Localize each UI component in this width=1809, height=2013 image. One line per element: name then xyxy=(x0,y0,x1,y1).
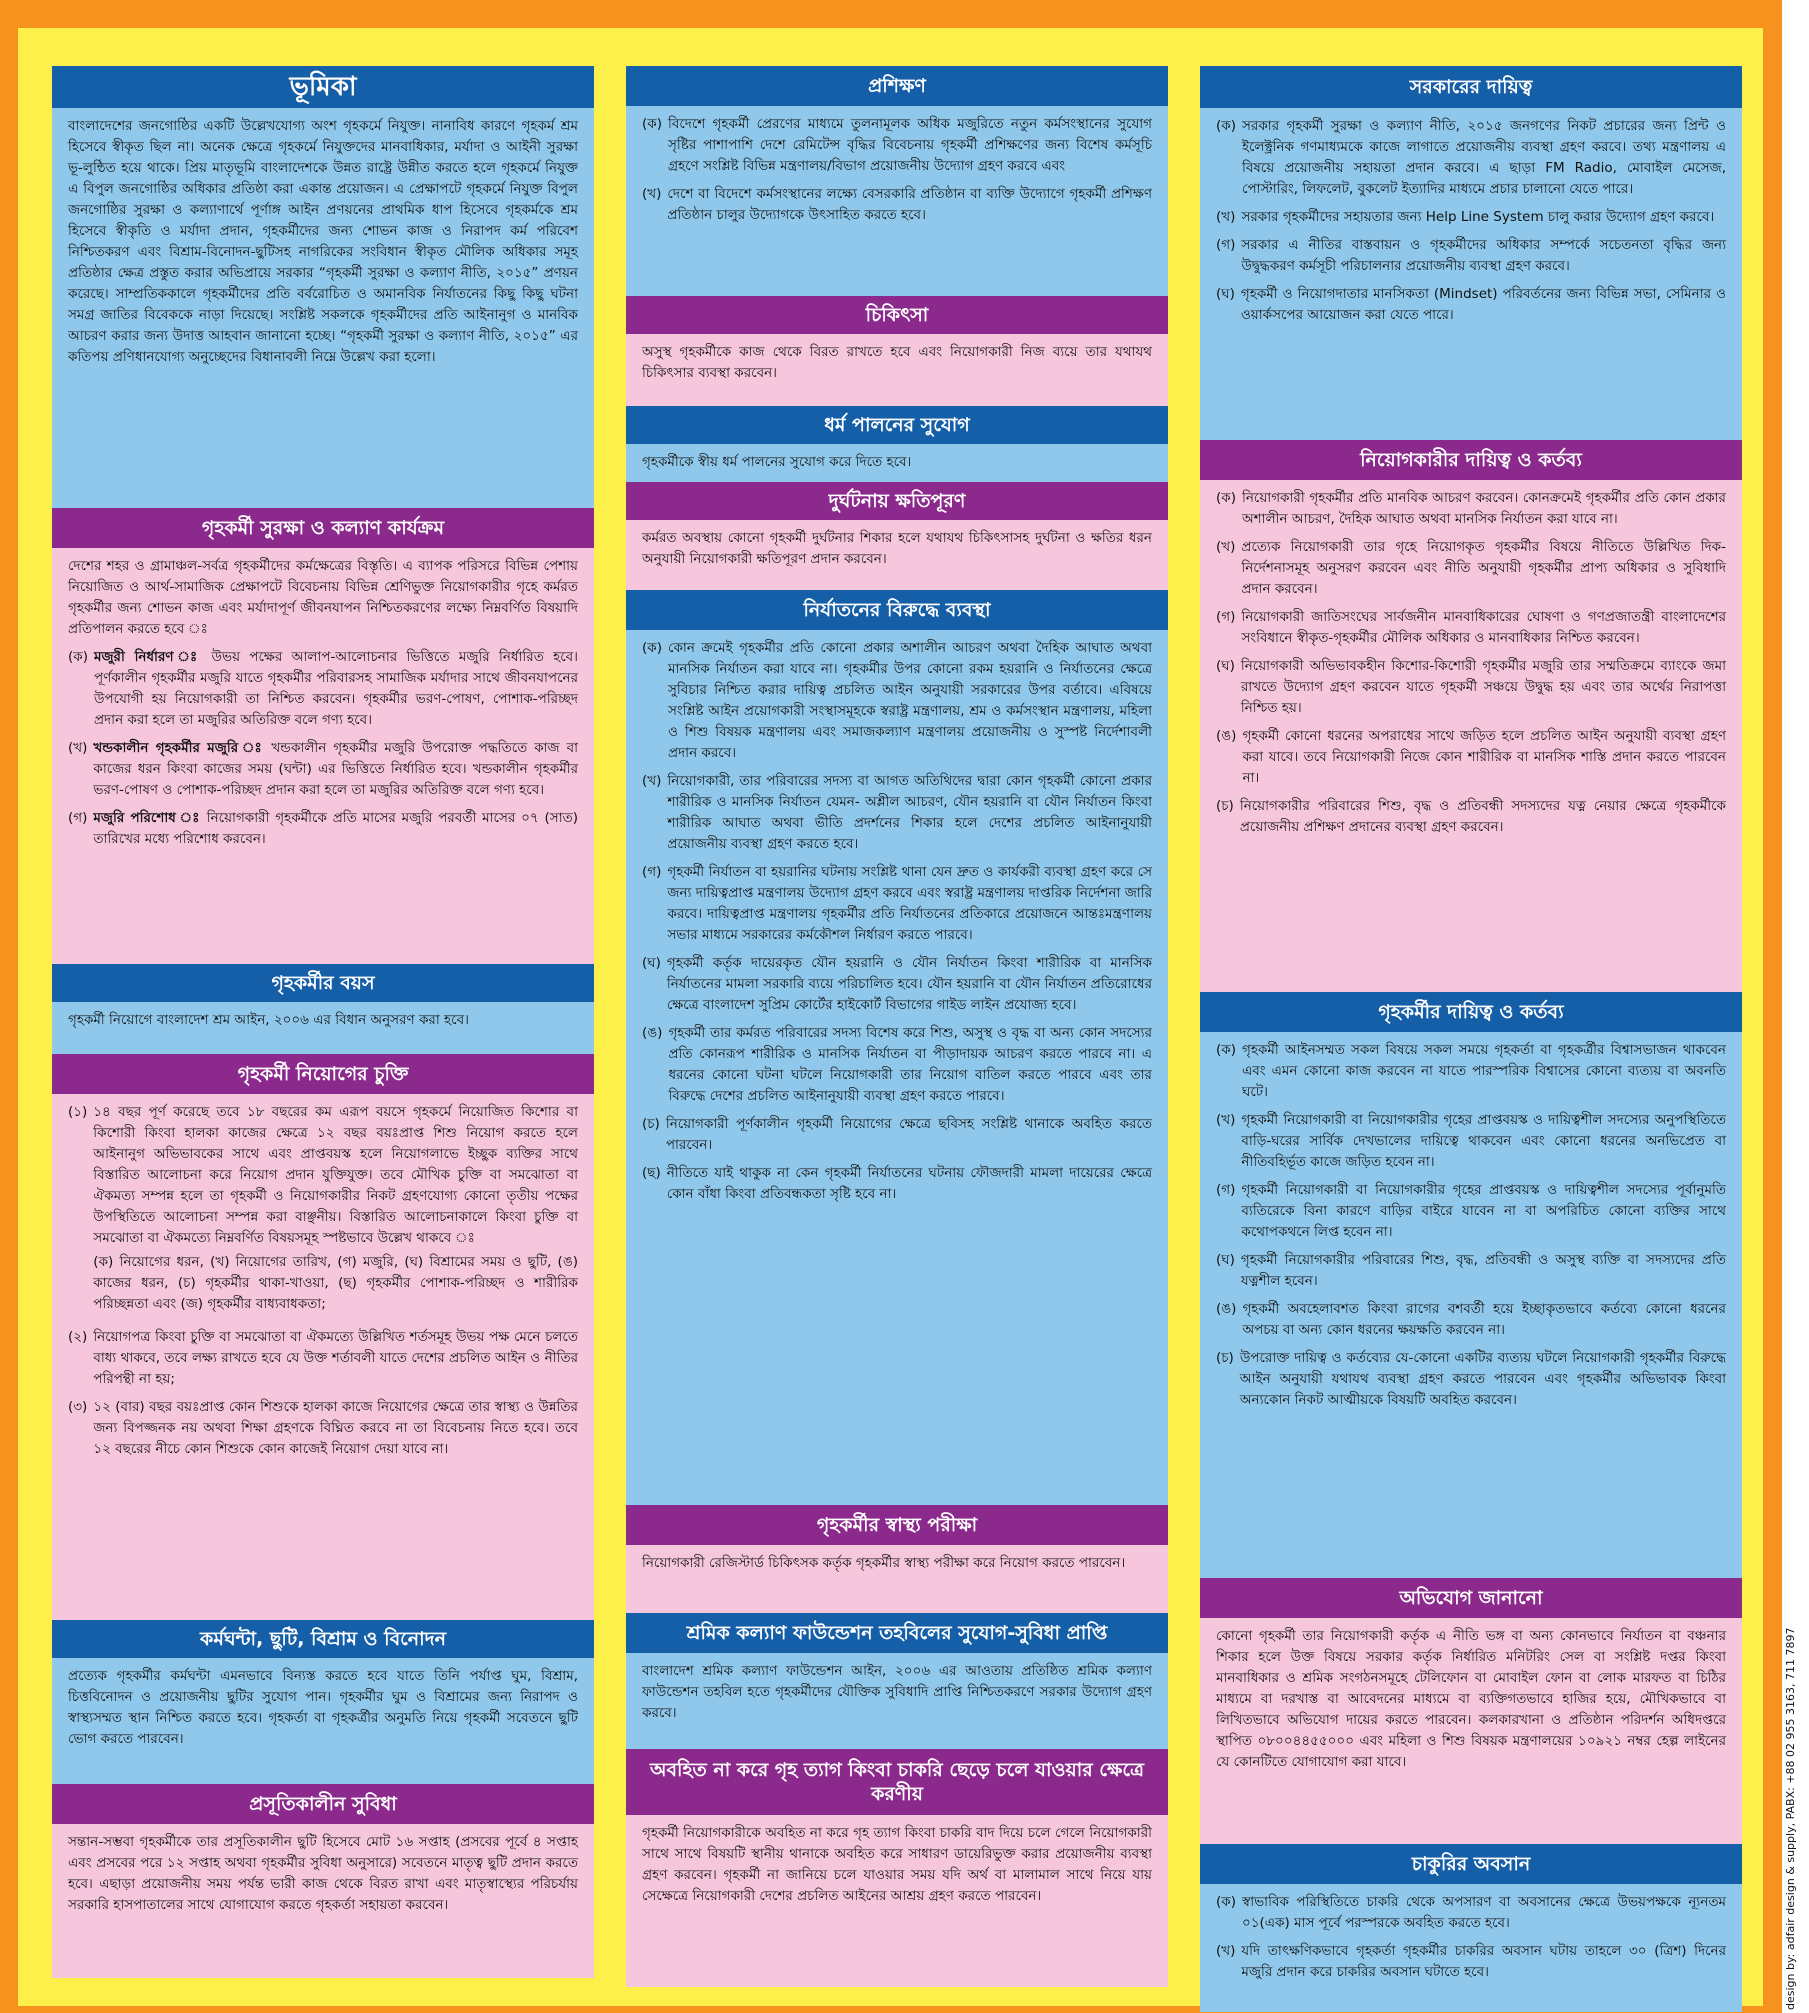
list-item: (ঘ) গৃহকর্মী কর্তৃক দায়েরকৃত যৌন হয়রানি ও যৌন নির্যাতন কিংবা শারীরিক বা মানসিক নির্যাতনের মামলা সরকারি ব্যয়ে পরিচালিত হবে। যৌন হয়রানি বা যৌন নির্যাতন প্রতিরোধের ক্ষেত্রে বাংলাদেশ সুপ্রিম কোর্টের হাইকোর্ট বিভাগের গাইড লাইন প্রযোজ্য হবে। xyxy=(642,955,1152,1013)
section-title: গৃহকর্মীর দায়িত্ব ও কর্তব্য xyxy=(1200,992,1742,1032)
section-body: বাংলাদেশ শ্রমিক কল্যাণ ফাউন্ডেশন আইন, ২০০৬ এর আওতায় প্রতিষ্ঠিত শ্রমিক কল্যাণ ফাউন্ডেশন তহবিল হতে গৃহকর্মীদের যৌক্তিক সুবিধাদি প্রাপ্তি নিশ্চিতকরণে সরকার উদ্যোগ গ্রহণ করবে। xyxy=(626,1653,1168,1749)
section-body: বাংলাদেশের জনগোষ্ঠির একটি উল্লেখযোগ্য অংশ গৃহকর্মে নিযুক্ত। নানাবিধ কারণে গৃহকর্ম শ্রম হিসেবে স্বীকৃত ছিল না। অনেক ক্ষেত্রে গৃহকর্মে নিযুক্তদের মানবাধিকার, মর্যাদা ও আইনী সুরক্ষা ভূ-লুন্ঠিত হয়ে থাকে। প্রিয় মাতৃভূমি বাংলাদেশকে উন্নত রাষ্ট্রে উন্নীত করতে হলে গৃহকর্মে নিযুক্ত এ বিপুল জনগোষ্ঠির অধিকার প্রতিষ্ঠা করা একান্ত প্রয়োজন। এ প্রেক্ষাপটে গৃহকর্মে নিযুক্ত বিপুল জনগোষ্ঠির সুরক্ষা ও কল্যাণার্থে পূর্ণাঙ্গ আইন প্রণয়নের প্রাথমিক ধাপ হিসেবে গৃহকর্মকে শ্রম হিসেবে স্বীকৃতি ও মর্যাদা প্রদান, গৃহকর্মীদের জন্য শোভন কাজ ও নিরাপদ কর্ম পরিবেশ নিশ্চিতকরণ এবং বিশ্রাম-বিনোদন-ছুটিসহ নাগরিকের সংবিধান স্বীকৃত মৌলিক অধিকার সমূহ প্রতিষ্ঠার ক্ষেত্র প্রস্তুত করার অভিপ্রায়ে সরকার “গৃহকর্মী সুরক্ষা ও কল্যাণ নীতি, ২০১৫” প্রণয়ন করেছে। সাম্প্রতিককালে গৃহকর্মীদের প্রতি বর্বরোচিত ও অমানবিক নির্যাতনের কিছু কিছু ঘটনা সমগ্র জাতির বিবেককে নাড়া দিয়েছে। সংশ্লিষ্ট সকলকে গৃহকর্মীদের প্রতি আইনানুগ ও মানবিক আচরণ করার জন্য উদাত্ত আহবান জানানো হচ্ছে। “গৃহকর্মী সুরক্ষা ও কল্যাণ নীতি, ২০১৫” এর কতিপয় প্রণিধানযোগ্য অনুচ্ছেদের বিধানাবলী নিম্নে উল্লেখ করা হলো। xyxy=(52,108,594,508)
list-item: (ক) সরকার গৃহকর্মী সুরক্ষা ও কল্যাণ নীতি, ২০১৫ জনগণের নিকট প্রচারের জন্য প্রিন্ট ও ইলেক্ট্রনিক গণমাধ্যমকে কাজে লাগাতে প্রয়োজনীয় ব্যবস্থা গ্রহণ করবে। তথ্য মন্ত্রণালয় এ বিষয়ে প্রয়োজনীয় সহায়তা প্রদান করবে। এ ছাড়া FM Radio, মোবাইল মেসেজ, পোস্টারিং, লিফলেট, বুকলেট ইত্যাদির মাধ্যমে প্রচার চালানো যেতে পারে। xyxy=(1216,118,1726,197)
section-title: প্রসূতিকালীন সুবিধা xyxy=(52,1784,594,1824)
section-body: কোনো গৃহকর্মী তার নিয়োগকারী কর্তৃক এ নীতি ভঙ্গ বা অন্য কোনভাবে নির্যাতন বা বঞ্চনার শিকার হলে উক্ত বিষয়ে সরকার কর্তৃক নির্ধারিত মনিটরিং সেল বা সংশ্লিষ্ট দপ্তর কিংবা মানবাধিকার ও শ্রমিক সংগঠনসমূহে টেলিফোন বা মোবাইল ফোন বা লোক মারফত বা চিঠির মাধ্যমে বা দরখাস্ত বা আবেদনের মাধ্যমে বা ব্যক্তিগতভাবে হাজির হয়ে, মৌখিকভাবে বা লিখিতভাবে অভিযোগ দায়ের করতে পারবেন। কলকারখানা ও প্রতিষ্ঠান পরিদর্শন অধিদপ্তরে স্থাপিত ০৮০০৪৪৫৫০০০ এবং মহিলা ও শিশু বিষয়ক মন্ত্রণালয়ের ১০৯২১ নম্বর হেল্প লাইনের যে কোনটিতে যোগাযোগ করা যাবে। xyxy=(1200,1618,1742,1844)
section-body: কর্মরত অবস্থায় কোনো গৃহকর্মী দুর্ঘটনার শিকার হলে যথাযথ চিকিৎসাসহ দুর্ঘটনা ও ক্ষতির ধরন অনুযায়ী নিয়োগকারী ক্ষতিপূরণ প্রদান করবেন। xyxy=(626,520,1168,590)
section-title: কর্মঘন্টা, ছুটি, বিশ্রাম ও বিনোদন xyxy=(52,1620,594,1658)
list-item: (খ) নিয়োগকারী, তার পরিবারের সদস্য বা আগত অতিথিদের দ্বারা কোন গৃহকর্মী কোনো প্রকার শারীরিক ও মানসিক নির্যাতন যেমন- অশ্লীল আচরণ, যৌন হয়রানি বা যৌন নির্যাতন কিংবা শারীরিক আঘাত অথবা ভীতি প্রদর্শনের শিকার হলে দেশের প্রচলিত আইনানুযায়ী প্রয়োজনীয় ব্যবস্থা গ্রহণ করতে হবে। xyxy=(642,773,1152,852)
section-body: নিয়োগকারী রেজিস্টার্ড চিকিৎসক কর্তৃক গৃহকর্মীর স্বাস্থ্য পরীক্ষা করে নিয়োগ করতে পারবেন। xyxy=(626,1545,1168,1613)
list-item: (খ) সরকার গৃহকর্মীদের সহায়তার জন্য Help Line System চালু করার উদ্যোগ গ্রহণ করবে। xyxy=(1216,209,1715,225)
section-body: গৃহকর্মীকে স্বীয় ধর্ম পালনের সুযোগ করে দিতে হবে। xyxy=(626,444,1168,482)
list-item: (ঙ) গৃহকর্মী তার কর্মরত পরিবারের সদস্য বিশেষ করে শিশু, অসুস্থ ও বৃদ্ধ বা অন্য কোন সদস্যের প্রতি কোনরূপ শারীরিক ও মানসিক নির্যাতন বা পীড়াদায়ক আচরণ করতে পারবে না। এ ধরনের কোনো ঘটনা ঘটলে নিয়োগকারী তার নিয়োগ বাতিল করতে পারবে এবং তার বিরুদ্ধে দেশের প্রচলিত আইনানুযায়ী ব্যবস্থা গ্রহণ করতে পারবে। xyxy=(642,1025,1152,1104)
list-item: (খ) দেশে বা বিদেশে কর্মসংস্থানের লক্ষ্যে বেসরকারি প্রতিষ্ঠান বা ব্যক্তি উদ্যোগে গৃহকর্মী প্রশিক্ষণ প্রতিষ্ঠান চালুর উদ্যোগকে উৎসাহিত করতে হবে। xyxy=(642,186,1152,223)
list-item: (খ) যদি তাৎক্ষণিকভাবে গৃহকর্তা গৃহকর্মীর চাকরির অবসান ঘটায় তাহলে ৩০ (ত্রিশ) দিনের মজুরি প্রদান করে চাকরির অবসান ঘটাতে হবে। xyxy=(1216,1943,1726,1980)
list-item: (খ) প্রত্যেক নিয়োগকারী তার গৃহে নিয়োগকৃত গৃহকর্মীর বিষয়ে নীতিতে উল্লিখিত দিক-নির্দেশনাসমূহ অনুসরণ করবেন এবং নীতি অনুযায়ী গৃহকর্মীর প্রাপ্য অধিকার ও সুবিধাদি প্রদান করবেন। xyxy=(1216,539,1726,597)
section-title: চিকিৎসা xyxy=(626,296,1168,334)
list-item: (ক) কোন ক্রমেই গৃহকর্মীর প্রতি কোনো প্রকার অশালীন আচরণ অথবা দৈহিক আঘাত অথবা মানসিক নির্যাতন করা যাবে না। গৃহকর্মীর উপর কোনো রকম হয়রানি ও নির্যাতনের ক্ষেত্রে সুবিচার নিশ্চিত করার দায়িত্ব প্রচলিত আইন অনুযায়ী সরকারের উপর বর্তাবে। এবিষয়ে সংশ্লিষ্ট আইন প্রয়োগকারী সংস্থাসমূহকে স্বরাষ্ট্র মন্ত্রণালয়, শ্রম ও কর্মসংস্থান মন্ত্রণালয়, মহিলা ও শিশু বিষয়ক মন্ত্রণালয় এবং সমাজকল্যাণ মন্ত্রণালয় প্রয়োজনীয় ও সুস্পষ্ট নির্দেশাবলী প্রদান করবে। xyxy=(642,640,1152,761)
section-body xyxy=(1200,480,1742,992)
list-item: (২) নিয়োগপত্র কিংবা চুক্তি বা সমঝোতা বা ঐকমত্যে উল্লিখিত শর্তসমূহ উভয় পক্ষ মেনে চলতে বাধ্য থাকবে, তবে লক্ষ্য রাখতে হবে যে উক্ত শর্তাবলী যাতে দেশের প্রচলিত আইন ও নীতির পরিপন্থী না হয়; xyxy=(68,1329,578,1387)
section-title: সরকারের দায়িত্ব xyxy=(1200,66,1742,108)
list-item: (খ) গৃহকর্মী নিয়োগকারী বা নিয়োগকারীর গৃহের প্রাপ্তবয়স্ক ও দায়িত্বশীল সদস্যের অনুপস্থিতিতে বাড়ি-ঘরের সার্বিক দেখভালের দায়িত্বে থাকবেন এবং কোনো ধরনের অনভিপ্রেত বা নীতিবহির্ভূত কাজে জড়িত হবেন না। xyxy=(1216,1112,1726,1170)
section-body xyxy=(52,1094,594,1620)
section-body xyxy=(1200,1032,1742,1578)
list-item: (ঘ) নিয়োগকারী অভিভাবকহীন কিশোর-কিশোরী গৃহকর্মীর মজুরি তার সম্মতিক্রমে ব্যাংকে জমা রাখতে উদ্যোগ গ্রহণ করবেন যাতে গৃহকর্মী সঞ্চয়ে উদ্বুদ্ধ হয় এবং তার অর্থের নিরাপত্তা নিশ্চিত হয়। xyxy=(1216,658,1726,716)
list-item: (ক) নিয়োগকারী গৃহকর্মীর প্রতি মানবিক আচরণ করবেন। কোনক্রমেই গৃহকর্মীর প্রতি কোন প্রকার অশালীন আচরণ, দৈহিক আঘাত অথবা মানসিক নির্যাতন করা যাবে না। xyxy=(1216,490,1726,527)
section-title: ধর্ম পালনের সুযোগ xyxy=(626,406,1168,444)
list-item: (৩) ১২ (বার) বছর বয়ঃপ্রাপ্ত কোন শিশুকে হালকা কাজে নিয়োগের ক্ষেত্রে তার স্বাস্থ্য ও উন্নতির জন্য বিপজ্জনক নয় অথবা শিক্ষা গ্রহণকে বিঘ্নিত করবে না তা বিবেচনায় নিতে হবে। তবে ১২ বছরের নীচে কোন শিশুকে কোন কাজেই নিয়োগ দেয়া যাবে না। xyxy=(68,1399,578,1457)
list-item: (গ) নিয়োগকারী জাতিসংঘের সার্বজনীন মানবাধিকারের ঘোষণা ও গণপ্রজাতন্ত্রী বাংলাদেশের সংবিধানে স্বীকৃত-গৃহকর্মীর মৌলিক অধিকার ও মানবাধিকার নিশ্চিত করবেন। xyxy=(1216,609,1726,646)
list-item: (ক) স্বাভাবিক পরিস্থিতিতে চাকরি থেকে অপসারণ বা অবসানের ক্ষেত্রে উভয়পক্ষকে ন্যূনতম ০১(এক) মাস পূর্বে পরস্পরকে অবহিত করতে হবে। xyxy=(1216,1894,1726,1931)
list-item: (খ) খন্ডকালীন গৃহকর্মীর মজুরি ঃ খন্ডকালীন গৃহকর্মীর মজুরি উপরোক্ত পদ্ধতিতে কাজ বা কাজের ধরন কিংবা কাজের সময় (ঘন্টা) এর ভিত্তিতে নির্ধারিত হবে। খন্ডকালীন গৃহকর্মীর ভরণ-পোষণ ও পোশাক-পরিচ্ছদ প্রদান করা হলে তা মজুরির অতিরিক্ত বলে গণ্য হবে। xyxy=(68,740,579,798)
list-item: (চ) উপরোক্ত দায়িত্ব ও কর্তব্যের যে-কোনো একটির ব্যত্যয় ঘটলে নিয়োগকারী গৃহকর্মীর বিরুদ্ধে আইন অনুযায়ী যথাযথ ব্যবস্থা গ্রহণ করতে পারবেন এবং গৃহকর্মীর অভিভাবক কিংবা অন্যকোন নিকট আত্মীয়কে বিষয়টি অবহিত করবেন। xyxy=(1216,1350,1726,1408)
section-title: প্রশিক্ষণ xyxy=(626,66,1168,106)
list-item: (ঘ) গৃহকর্মী ও নিয়োগদাতার মানসিকতা (Mindset) পরিবর্তনের জন্য বিভিন্ন সভা, সেমিনার ও ওয়ার্কসপের আয়োজন করা যেতে পারে। xyxy=(1216,286,1726,323)
section-title: অভিযোগ জানানো xyxy=(1200,1578,1742,1618)
section-body xyxy=(52,548,594,964)
list-item: (ক) মজুরী নির্ধারণ ঃ উভয় পক্ষের আলাপ-আলোচনার ভিত্তিতে মজুরি নির্ধারিত হবে। পূর্ণকালীন গৃহকর্মীর মজুরি যাতে গৃহকর্মীর পরিবারসহ সামাজিক মর্যাদার সাথে জীবনযাপনের উপযোগী হয় নিয়োগকারী তা নিশ্চিত করবেন। গৃহকর্মীর ভরণ-পোষণ, পোশাক-পরিচ্ছদ প্রদান করা হলে তা মজুরির অতিরিক্ত বলে গণ্য হবে। xyxy=(68,649,578,728)
list-item: (চ) নিয়োগকারী পূর্ণকালীন গৃহকর্মী নিয়োগের ক্ষেত্রে ছবিসহ সংশ্লিষ্ট থানাকে অবহিত করতে পারবেন। xyxy=(642,1116,1152,1153)
section-title: শ্রমিক কল্যাণ ফাউন্ডেশন তহবিলের সুযোগ-সুবিধা প্রাপ্তি xyxy=(626,1613,1168,1653)
section-title: চাকুরির অবসান xyxy=(1200,1844,1742,1884)
section-title: গৃহকর্মীর বয়স xyxy=(52,964,594,1002)
design-credit: design by: adfair design & supply, PABX: +88 02 955 3163, 711 7897 xyxy=(1784,1627,1797,2010)
list-item: (গ) মজুরি পরিশোধ ঃ নিয়োগকারী গৃহকর্মীকে প্রতি মাসের মজুরি পরবর্তী মাসের ০৭ (সাত) তারিখের মধ্যে পরিশোধ করবেন। xyxy=(68,810,579,847)
section-intro: দেশের শহর ও গ্রামাঞ্চল-সর্বত্র গৃহকর্মীদের কর্মক্ষেত্রের বিস্তৃতি। এ ব্যাপক পরিসরে বিভিন্ন পেশায় নিয়োজিত ও আর্থ-সামাজিক প্রেক্ষাপটে বিবেচনায় বিভিন্ন শ্রেণিভুক্ত নিয়োগকারীর গৃহে কর্মরত গৃহকর্মীর জন্য শোভন কাজ এবং মর্যাদাপূর্ণ জীবনযাপন নিশ্চিতকরণের লক্ষ্যে নিম্নবর্ণিত বিষয়াদি প্রতিপালন করতে হবে ঃ xyxy=(68,558,578,637)
section-title: নির্যাতনের বিরুদ্ধে ব্যবস্থা xyxy=(626,590,1168,630)
list-item: (১) ১৪ বছর পূর্ণ করেছে তবে ১৮ বছরের কম এরূপ বয়সে গৃহকর্মে নিয়োজিত কিশোর বা কিশোরী কিংবা হালকা কাজের ক্ষেত্রে ১২ বছর বয়ঃপ্রাপ্ত শিশু নিয়োগ করতে হলে আইনানুগ অভিভাবকের সাথে এবং প্রাপ্তবয়স্ক হলে নিয়োগলাভে ইচ্ছুক ব্যক্তির সাথে বিস্তারিত আলোচনা করে নিয়োগ প্রদান যুক্তিযুক্ত। তবে মৌখিক চুক্তি বা সমঝোতা বা ঐকমত্য সম্পন্ন হলে তা গৃহকর্মী ও নিয়োগকারীর নিকট গ্রহণযোগ্য কোনো তৃতীয় পক্ষের উপস্থিতিতে আলোচনা সম্পন্ন করা বাঞ্ছনীয়। বিস্তারিত আলোচনাকালে কিংবা চুক্তি বা সমঝোতা বা ঐকমত্যে নিম্নবর্ণিত বিষয়সমূহ স্পষ্টভাবে উল্লেখ থাকবে ঃ (ক) নিয়োগের ধরন, (খ) নিয়োগের তারিখ, (গ) মজুরি, (ঘ) বিশ্রামের সময় ও ছুটি, (ঙ) কাজের ধরন, (চ) গৃহকর্মীর থাকা-খাওয়া, (ছ) গৃহকর্মীর পোশাক-পরিচ্ছদ ও শারীরিক পরিচ্ছন্নতা এবং (জ) গৃহকর্মীর বাধ্যবাধকতা; xyxy=(68,1102,578,1320)
list-item: (ক) বিদেশে গৃহকর্মী প্রেরণের মাধ্যমে তুলনামূলক অধিক মজুরিতে নতুন কর্মসংস্থানের সুযোগ সৃষ্টির পাশাপাশি দেশে রেমিটেন্স বৃদ্ধির বিবেচনায় গৃহকর্মী প্রশিক্ষণের জন্য বিশেষ কর্মসূচি গ্রহণে সংশ্লিষ্ট বিভিন্ন মন্ত্রণালয়/বিভাগ প্রয়োজনীয় উদ্যোগ গ্রহণ করবে এবং xyxy=(642,116,1152,174)
section-body xyxy=(1200,1884,1742,2012)
section-body: প্রত্যেক গৃহকর্মীর কর্মঘন্টা এমনভাবে বিন্যস্ত করতে হবে যাতে তিনি পর্যাপ্ত ঘুম, বিশ্রাম, চিত্তবিনোদন ও প্রয়োজনীয় ছুটির সুযোগ পান। গৃহকর্মীর ঘুম ও বিশ্রামের জন্য নিরাপদ ও স্বাস্থ্যসম্মত স্থান নিশ্চিত করতে হবে। গৃহকর্তা বা গৃহকর্ত্রীর অনুমতি নিয়ে গৃহকর্মী সবেতনে ছুটি ভোগ করতে পারবেন। xyxy=(52,1658,594,1784)
section-body: অসুস্থ গৃহকর্মীকে কাজ থেকে বিরত রাখতে হবে এবং নিয়োগকারী নিজ ব্যয়ে তার যথাযথ চিকিৎসার ব্যবস্থা করবেন। xyxy=(626,334,1168,406)
section-title: গৃহকর্মী নিয়োগের চুক্তি xyxy=(52,1054,594,1094)
section-body: গৃহকর্মী নিয়োগকারীকে অবহিত না করে গৃহ ত্যাগ কিংবা চাকরি বাদ দিয়ে চলে গেলে নিয়োগকারী সাথে সাথে বিষয়টি স্থানীয় থানাকে অবহিত করে সাধারণ ডায়েরিভুক্ত করার প্রয়োজনীয় ব্যবস্থা গ্রহণ করবেন। গৃহকর্মী না জানিয়ে চলে যাওয়ার সময় যদি অর্থ বা মালামাল সাথে নিয়ে যায় সেক্ষেত্রে নিয়োগকারী দেশের প্রচলিত আইনের আশ্রয় গ্রহণ করতে পারবেন। xyxy=(626,1815,1168,1987)
list-item: (ঙ) গৃহকর্মী কোনো ধরনের অপরাধের সাথে জড়িত হলে প্রচলিত আইন অনুযায়ী ব্যবস্থা গ্রহণ করা যাবে। তবে নিয়োগকারী নিজে কোন শারীরিক বা মানসিক শাস্তি প্রদান করতে পারবেন না। xyxy=(1216,728,1726,786)
column-left xyxy=(52,66,594,1978)
list-item: (গ) গৃহকর্মী নির্যাতন বা হয়রানির ঘটনায় সংশ্লিষ্ট থানা যেন দ্রুত ও কার্যকরী ব্যবস্থা গ্রহণ করে সে জন্য দায়িত্বপ্রাপ্ত মন্ত্রণালয় উদ্যোগ গ্রহণ করবে এবং স্বরাষ্ট্র মন্ত্রণালয় দাপ্তরিক নির্দেশনা জারি করবে। দায়িত্বপ্রাপ্ত মন্ত্রণালয় গৃহকর্মীর প্রতি নির্যাতনের প্রতিকারে প্রয়োজনে আন্তঃমন্ত্রণালয় সভার মাধ্যমে সরকারের কর্মকৌশল নির্ধারণ করতে পারবে। xyxy=(642,864,1152,943)
section-title: ভূমিকা xyxy=(52,66,594,108)
list-item: (চ) নিয়োগকারীর পরিবারের শিশু, বৃদ্ধ ও প্রতিবন্ধী সদস্যদের যত্ন নেয়ার ক্ষেত্রে গৃহকর্মীকে প্রয়োজনীয় প্রশিক্ষণ প্রদানের ব্যবস্থা গ্রহণ করবেন। xyxy=(1216,798,1726,835)
section-title: দুর্ঘটনায় ক্ষতিপূরণ xyxy=(626,482,1168,520)
list-item: (ছ) নীতিতে যাই থাকুক না কেন গৃহকর্মী নির্যাতনের ঘটনায় ফৌজদারী মামলা দায়েরের ক্ষেত্রে কোন বাঁধা কিংবা প্রতিবন্ধকতা সৃষ্টি হবে না। xyxy=(642,1165,1152,1202)
section-body xyxy=(1200,108,1742,440)
list-item: (গ) সরকার এ নীতির বাস্তবায়ন ও গৃহকর্মীদের অধিকার সম্পর্কে সচেতনতা বৃদ্ধির জন্য উদ্বুদ্ধকরণ কর্মসূচী পরিচালনার প্রয়োজনীয় ব্যবস্থা গ্রহণ করবে। xyxy=(1216,237,1726,274)
section-title: অবহিত না করে গৃহ ত্যাগ কিংবা চাকরি ছেড়ে চলে যাওয়ার ক্ষেত্রে করণীয় xyxy=(626,1749,1168,1815)
list-item: (ঘ) গৃহকর্মী নিয়োগকারীর পরিবারের শিশু, বৃদ্ধ, প্রতিবন্ধী ও অসুস্থ ব্যক্তি বা সদস্যদের প্রতি যত্নশীল হবেন। xyxy=(1216,1252,1726,1289)
section-title: গৃহকর্মী সুরক্ষা ও কল্যাণ কার্যক্রম xyxy=(52,508,594,548)
section-body: সন্তান-সম্ভবা গৃহকর্মীকে তার প্রসূতিকালীন ছুটি হিসেবে মোট ১৬ সপ্তাহ (প্রসবের পূর্বে ৪ সপ্তাহ এবং প্রসবের পরে ১২ সপ্তাহ অথবা গৃহকর্মীর সুবিধা অনুসারে) সবেতনে মাতৃত্ব ছুটি প্রদান করতে হবে। এছাড়া প্রয়োজনীয় সময় পর্যন্ত ভারী কাজ থেকে বিরত রাখা এবং মাতৃস্বাস্থ্যের পরিচর্যায় সরকারি হাসপাতালের সাথে যোগাযোগ করতে গৃহকর্তা সহায়তা করবেন। xyxy=(52,1824,594,1978)
list-item: (ঙ) গৃহকর্মী অবহেলাবশত কিংবা রাগের বশবর্তী হয়ে ইচ্ছাকৃতভাবে কর্তব্যে কোনো ধরনের অপচয় বা অন্য কোন ধরনের ক্ষয়ক্ষতি করবেন না। xyxy=(1216,1301,1726,1338)
section-body xyxy=(626,106,1168,296)
column-middle xyxy=(626,66,1168,1987)
section-body: গৃহকর্মী নিয়োগে বাংলাদেশ শ্রম আইন, ২০০৬ এর বিধান অনুসরণ করা হবে। xyxy=(52,1002,594,1054)
list-item: (গ) গৃহকর্মী নিয়োগকারী বা নিয়োগকারীর গৃহের প্রাপ্তবয়স্ক ও দায়িত্বশীল সদস্যের পূর্বানুমতি ব্যতিরেকে বিনা কারণে বাড়ির বাইরে যাবেন না বা অপরিচিত কোনো ব্যক্তির সাথে কথোপকথনে লিপ্ত হবেন না। xyxy=(1216,1182,1726,1240)
section-title: নিয়োগকারীর দায়িত্ব ও কর্তব্য xyxy=(1200,440,1742,480)
section-title: গৃহকর্মীর স্বাস্থ্য পরীক্ষা xyxy=(626,1505,1168,1545)
column-right xyxy=(1200,66,1742,2012)
sub-list: (ক) নিয়োগের ধরন, (খ) নিয়োগের তারিখ, (গ) মজুরি, (ঘ) বিশ্রামের সময় ও ছুটি, (ঙ) কাজের ধরন, (চ) গৃহকর্মীর থাকা-খাওয়া, (ছ) গৃহকর্মীর পোশাক-পরিচ্ছদ ও শারীরিক পরিচ্ছন্নতা এবং (জ) গৃহকর্মীর বাধ্যবাধকতা; xyxy=(93,1254,578,1312)
section-body xyxy=(626,630,1168,1505)
list-item: (ক) গৃহকর্মী আইনসম্মত সকল বিষয়ে সকল সময়ে গৃহকর্তা বা গৃহকর্ত্রীর বিশ্বাসভাজন থাকবেন এবং এমন কোনো কাজ করবেন না যাতে পারস্পরিক বিশ্বাসের কোনো ব্যত্যয় বা অবনতি ঘটে। xyxy=(1216,1042,1726,1100)
